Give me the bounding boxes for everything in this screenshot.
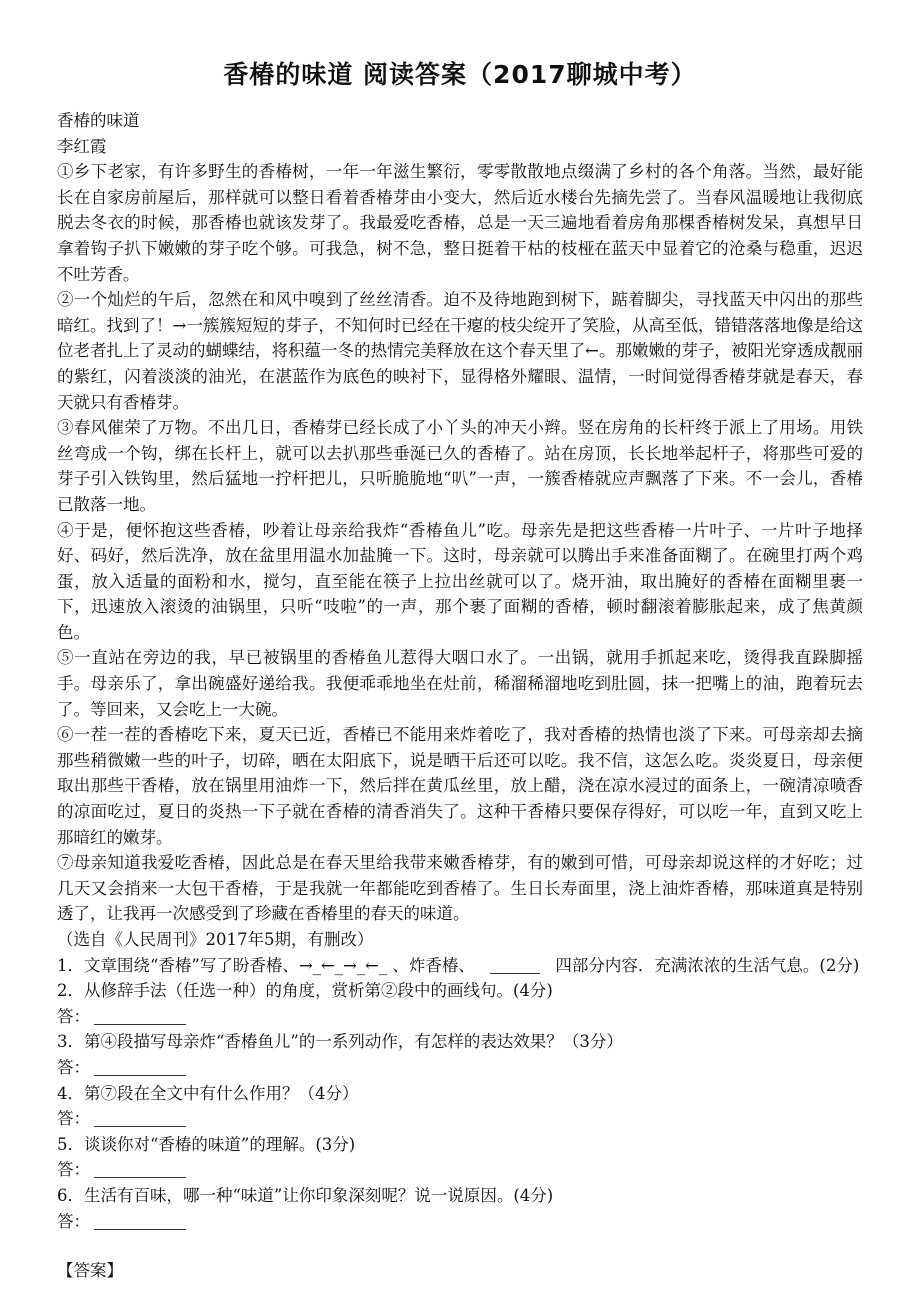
answer-label: 答：	[57, 1057, 90, 1077]
paragraph-7: ⑦母亲知道我爱吃香椿，因此总是在春天里给我带来嫩香椿芽，有的嫩到可惜，可母亲却说这样的才好吃；过几天又会捎来一大包干香椿，于是我就一年都能吃到香椿了。生日长寿面里，浇上油炸香椿，那味道真是特别透了，让我再一次感受到了珍藏在香椿里的春天的味道。	[57, 853, 863, 924]
paragraph-6: ⑥一茬一茬的香椿吃下来，夏天已近，香椿已不能用来炸着吃了，我对香椿的热情也淡了下来。可母亲却去摘那些稍微嫩一些的叶子，切碎，晒在太阳底下，说是晒干后还可以吃。我不信，这怎么吃。炎炎夏日，母亲便取出那些干香椿，放在锅里用油炸一下，然后拌在黄瓜丝里，放上醋，浇在凉水浸过的面条上，一碗清凉喷香的凉面吃过，夏日的炎热一下子就在香椿的清香消失了。这种干香椿只要保存得好，可以吃一年，直到又吃上那暗红的嫩芽。	[57, 725, 863, 847]
paragraph-1: ①乡下老家，有许多野生的香椿树，一年一年滋生繁衍，零零散散地点缀满了乡村的各个角落。当然，最好能长在自家房前屋后，那样就可以整日看着香椿芽由小变大，然后近水楼台先摘先尝了。当春风温暖地让我彻底脱去冬衣的时候，那香椿也就该发芽了。我最爱吃香椿，总是一天三遍地看着房角那棵香椿树发呆，真想早日拿着钩子扒下嫩嫩的芽子吃个够。可我急，树不急，整日挺着干枯的枝桠在蓝天中显着它的沧桑与稳重，迟迟不吐芳香。	[57, 162, 863, 284]
question-1-blank	[490, 955, 540, 974]
answer-blank	[94, 1057, 186, 1076]
document-page	[57, 58, 863, 1300]
article-author: 李红霞	[57, 136, 107, 156]
article-source: （选自《人民周刊》2017年5期，有删改）	[57, 930, 374, 949]
question-6: 6．生活有百味，哪一种“味道”让你印象深刻呢？说一说原因。(4分)	[57, 1185, 554, 1205]
answer-blank	[94, 1211, 186, 1230]
question-5: 5．谈谈你对“香椿的味道”的理解。(3分)	[57, 1134, 356, 1154]
paragraph-5: ⑤一直站在旁边的我，早已被锅里的香椿鱼儿惹得大咽口水了。一出锅，就用手抓起来吃，烫得我直跺脚摇手。母亲乐了，拿出碗盛好递给我。我便乖乖地坐在灶前，稀溜稀溜地吃到肚圆，抹一把嘴上的油，跑着玩去了。等回来，又会吃上一大碗。	[57, 648, 863, 719]
question-1-part-c: 四部分内容．充满浓浓的生活气息。(2分)	[555, 955, 860, 975]
answer-label: 答：	[57, 1160, 90, 1180]
answer-label: 答：	[57, 1006, 90, 1026]
answer-blank	[94, 1006, 186, 1025]
answer-line-3	[57, 1055, 863, 1081]
answer-line-6	[57, 1209, 863, 1235]
paragraph-2: ②一个灿烂的午后，忽然在和风中嗅到了丝丝清香。迫不及待地跑到树下，踮着脚尖，寻找蓝天中闪出的那些暗红。找到了！→一簇簇短短的芽子，不知何时已经在干瘪的枝尖绽开了笑脸，从高至低，错错落落地像是给这位老者扎上了灵动的蝴蝶结，将积蕴一冬的热情完美释放在这个春天里了←。那嫩嫩的芽子，被阳光穿透成靓丽的紫红，闪着淡淡的油光，在湛蓝作为底色的映衬下，显得格外耀眼、温情，一时间觉得香椿芽就是春天，春天就只有香椿芽。	[57, 290, 863, 412]
article-heading: 香椿的味道	[57, 111, 140, 130]
question-3: 3．第④段描写母亲炸“香椿鱼儿”的一系列动作，有怎样的表达效果？（3分）	[57, 1032, 623, 1052]
answer-heading: 【答案】	[57, 1261, 123, 1281]
question-1	[57, 953, 863, 979]
question-2: 2．从修辞手法（任选一种）的角度，赏析第②段中的画线句。(4分)	[57, 981, 553, 1001]
answer-line-4	[57, 1106, 863, 1132]
paragraph-4: ④于是，便怀抱这些香椿，吵着让母亲给我炸“香椿鱼儿”吃。母亲先是把这些香椿一片叶子、一片叶子地择好、码好，然后洗净，放在盆里用温水加盐腌一下。这时，母亲就可以腾出手来准备面糊了。在碗里打两个鸡蛋，放入适量的面粉和水，搅匀，直至能在筷子上拉出丝就可以了。烧开油，取出腌好的香椿在面糊里裹一下，迅速放入滚烫的油锅里，只听“吱啦”的一声，那个裹了面糊的香椿，顿时翻滚着膨胀起来，成了焦黄颜色。	[57, 520, 863, 642]
question-1-part-a: 1．文章围绕“香椿”写了盼香椿、→_←_→_←_	[57, 955, 388, 975]
question-4: 4．第⑦段在全文中有什么作用？（4分）	[57, 1083, 359, 1103]
answer-label: 答：	[57, 1211, 90, 1231]
answer-line-5	[57, 1157, 863, 1183]
answer-blank	[94, 1159, 186, 1178]
answer-label: 答：	[57, 1109, 90, 1129]
document-title: 香椿的味道 阅读答案（2017聊城中考）	[223, 60, 697, 89]
question-1-part-b: 、炸香椿、	[392, 955, 475, 975]
paragraph-3: ③春风催荣了万物。不出几日，香椿芽已经长成了小丫头的冲天小辫。竖在房角的长杆终于派上了用场。用铁丝弯成一个钩，绑在长杆上，就可以去扒那些垂涎已久的香椿了。站在房顶，长长地举起杆子，将那些可爱的芽子引入铁钩里，然后猛地一拧杆把儿，只听脆脆地“叭”一声，一簇香椿就应声飘落了下来。不一会儿，香椿已散落一地。	[57, 418, 863, 514]
answer-blank	[94, 1108, 186, 1127]
answer-line-2	[57, 1004, 863, 1030]
